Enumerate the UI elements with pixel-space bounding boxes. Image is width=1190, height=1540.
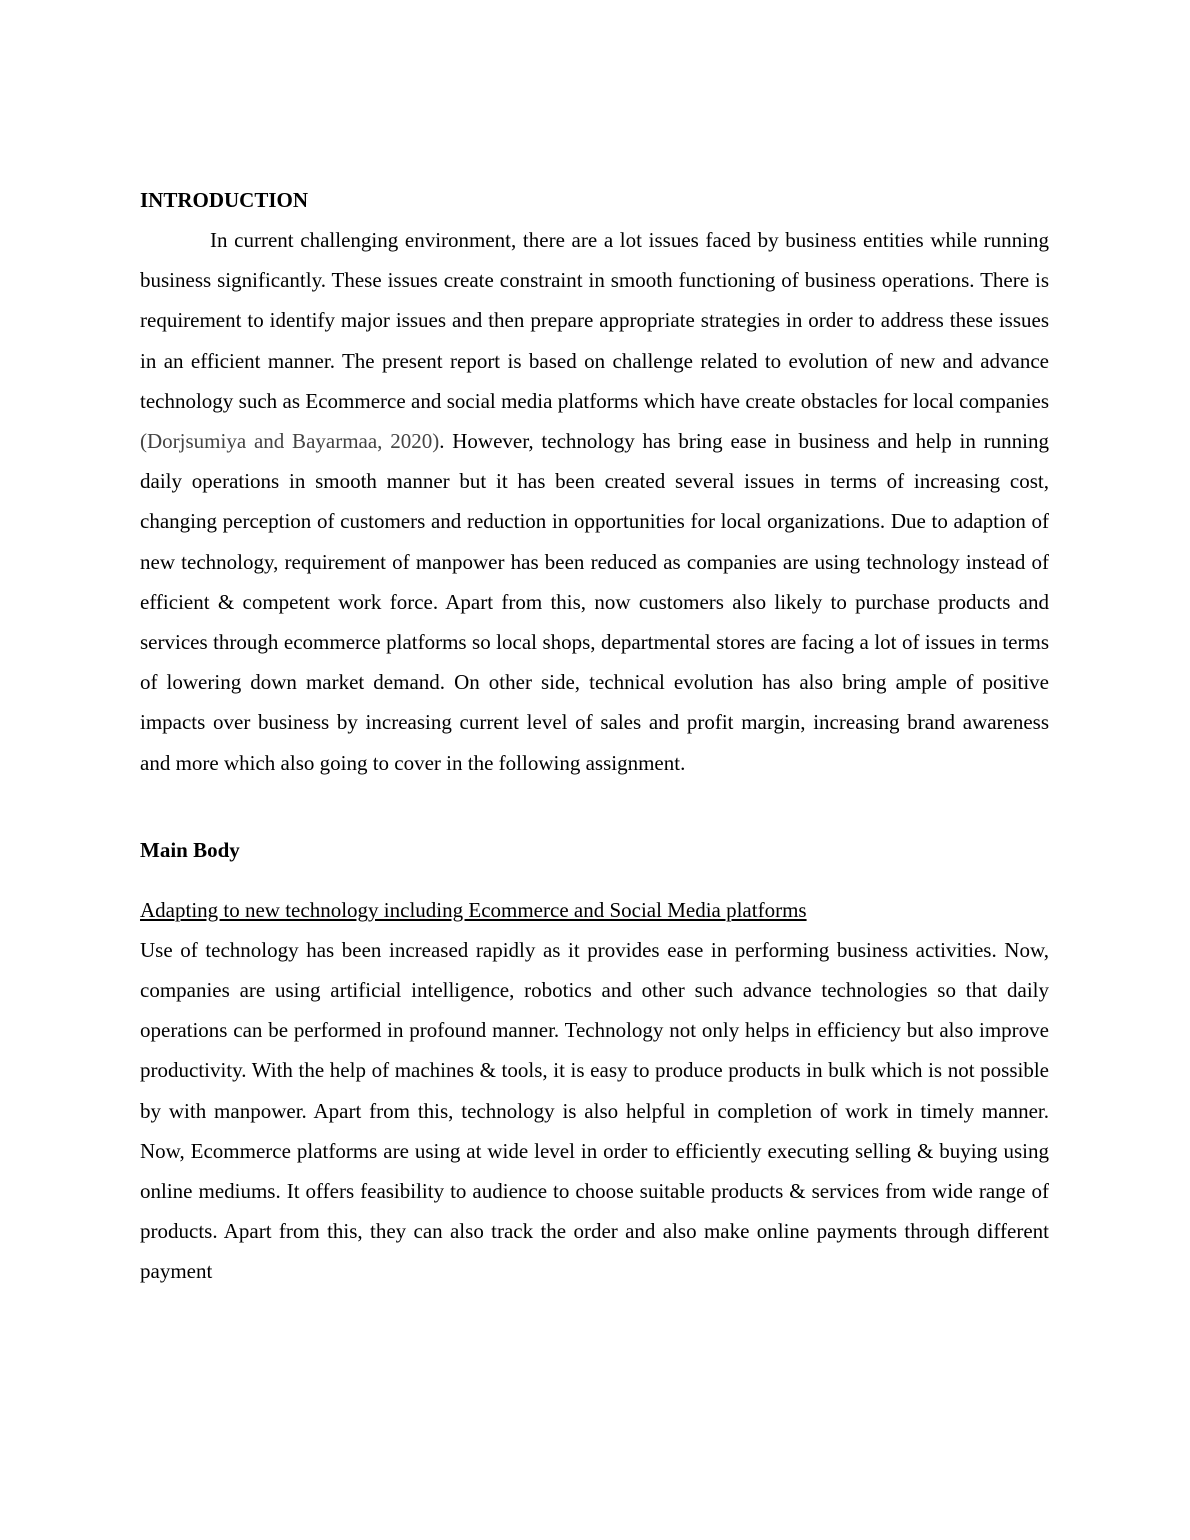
subsection-spacer (140, 870, 1049, 890)
introduction-text-part-2: . However, technology has bring ease in business and help in running daily operations in smooth manner but it has been created several issues in terms of increasing cost, changing perception of customers and reduction in opportunities for local organizations. Due to adaption of new technology, requirement of manpower has been reduced as companies are using technology instead of efficient & competent work force. Apart from this, now customers also likely to purchase products and services through ecommerce platforms so local shops, departmental stores are facing a lot of issues in terms of lowering down market demand. On other side, technical evolution has also bring ample of positive impacts over business by increasing current level of sales and profit margin, increasing brand awareness and more which also going to cover in the following assignment. (140, 429, 1049, 775)
document-page (140, 180, 1049, 1292)
introduction-text-part-1: In current challenging environment, there are a lot issues faced by business entities while running business significantly. These issues create constraint in smooth functioning of business operations. There is requirement to identify major issues and then prepare appropriate strategies in order to address these issues in an efficient manner. The present report is based on challenge related to evolution of new and advance technology such as Ecommerce and social media platforms which have create obstacles for local companies (140, 228, 1049, 413)
main-body-paragraph: Use of technology has been increased rapidly as it provides ease in performing business activities. Now, companies are using artificial intelligence, robotics and other such advance technologies so that daily operations can be performed in profound manner. Technology not only helps in efficiency but also improve productivity. With the help of machines & tools, it is easy to produce products in bulk which is not possible by with manpower. Apart from this, technology is also helpful in completion of work in timely manner. Now, Ecommerce platforms are using at wide level in order to efficiently executing selling & buying using online mediums. It offers feasibility to audience to choose suitable products & services from wide range of products. Apart from this, they can also track the order and also make online payments through different payment (140, 937, 1049, 1284)
citation: (Dorjsumiya and Bayarmaa, 2020) (140, 429, 440, 454)
introduction-paragraph (140, 220, 1049, 783)
introduction-heading: INTRODUCTION (140, 188, 309, 212)
main-body-subheading: Adapting to new technology including Ecommerce and Social Media platforms (140, 897, 807, 922)
main-body-heading: Main Body (140, 837, 240, 862)
section-spacer (140, 783, 1049, 830)
